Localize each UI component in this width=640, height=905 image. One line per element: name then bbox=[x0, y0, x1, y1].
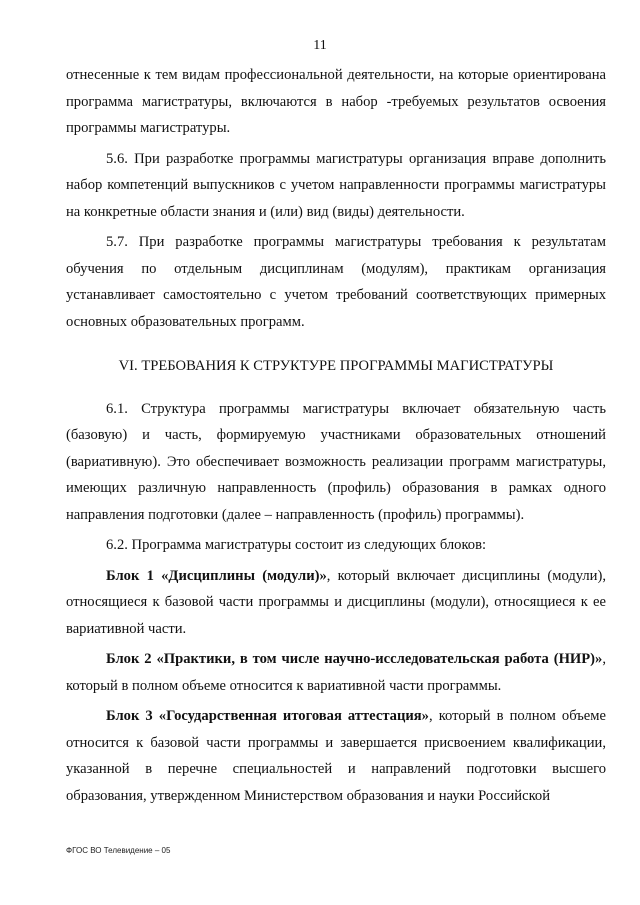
block-1-title: Блок 1 «Дисциплины (модули)» bbox=[106, 567, 327, 584]
paragraph-5-7: 5.7. При разработке программы магистратуры требования к результатам обучения по отдельным дисциплинам (модулям), практикам организация устанавливает самостоятельно с учетом требований соответствующих примерных основных образовательных программ. bbox=[66, 234, 606, 330]
block-3-text: , который в полном объеме относится к базовой части программы и завершается присвоением квалификации, указанной в перечне специальностей и направлений подготовки высшего образования, утвержденном Министерством образования и науки Российской bbox=[66, 708, 606, 804]
section-heading: VI. ТРЕБОВАНИЯ К СТРУКТУРЕ ПРОГРАММЫ МАГИСТРАТУРЫ bbox=[118, 358, 554, 374]
block-3-title: Блок 3 «Государственная итоговая аттестация» bbox=[106, 708, 429, 724]
page-number: 11 bbox=[313, 38, 327, 53]
paragraph-block-2 bbox=[66, 646, 606, 699]
paragraph-continuation: отнесенные к тем видам профессиональной деятельности, на которые ориентирована программа магистратуры, включаются в набор -требуемых результатов освоения программы магистратуры. bbox=[66, 67, 606, 136]
document-footer: ФГОС ВО Телевидение – 05 bbox=[66, 846, 171, 855]
page-content bbox=[66, 62, 606, 809]
paragraph-block-1 bbox=[66, 563, 606, 643]
block-1-text: , который включает дисциплины (модули), относящиеся к базовой части программы и дисциплины (модули), относящиеся к ее вариативной части. bbox=[66, 567, 606, 637]
paragraph-5-6: 5.6. При разработке программы магистратуры организация вправе дополнить набор компетенций выпускников с учетом направленности программы магистратуры на конкретные области знания и (или) вид (виды) деятельности. bbox=[66, 150, 606, 220]
paragraph-block-3 bbox=[66, 703, 606, 809]
paragraph-6-1: 6.1. Структура программы магистратуры включает обязательную часть (базовую) и часть, формируемую участниками образовательных отношений (вариативную). Это обеспечивает возможность реализации программ магистратуры, имеющих различную направленность (профиль) образования в рамках одного направления подготовки (далее – направленность (профиль) программы). bbox=[66, 400, 606, 523]
block-2-text: , который в полном объеме относится к вариативной части программы. bbox=[66, 651, 606, 694]
block-2-title: Блок 2 «Практики, в том числе научно-исследовательская работа (НИР)» bbox=[106, 651, 603, 667]
paragraph-6-2: 6.2. Программа магистратуры состоит из следующих блоков: bbox=[106, 537, 487, 553]
